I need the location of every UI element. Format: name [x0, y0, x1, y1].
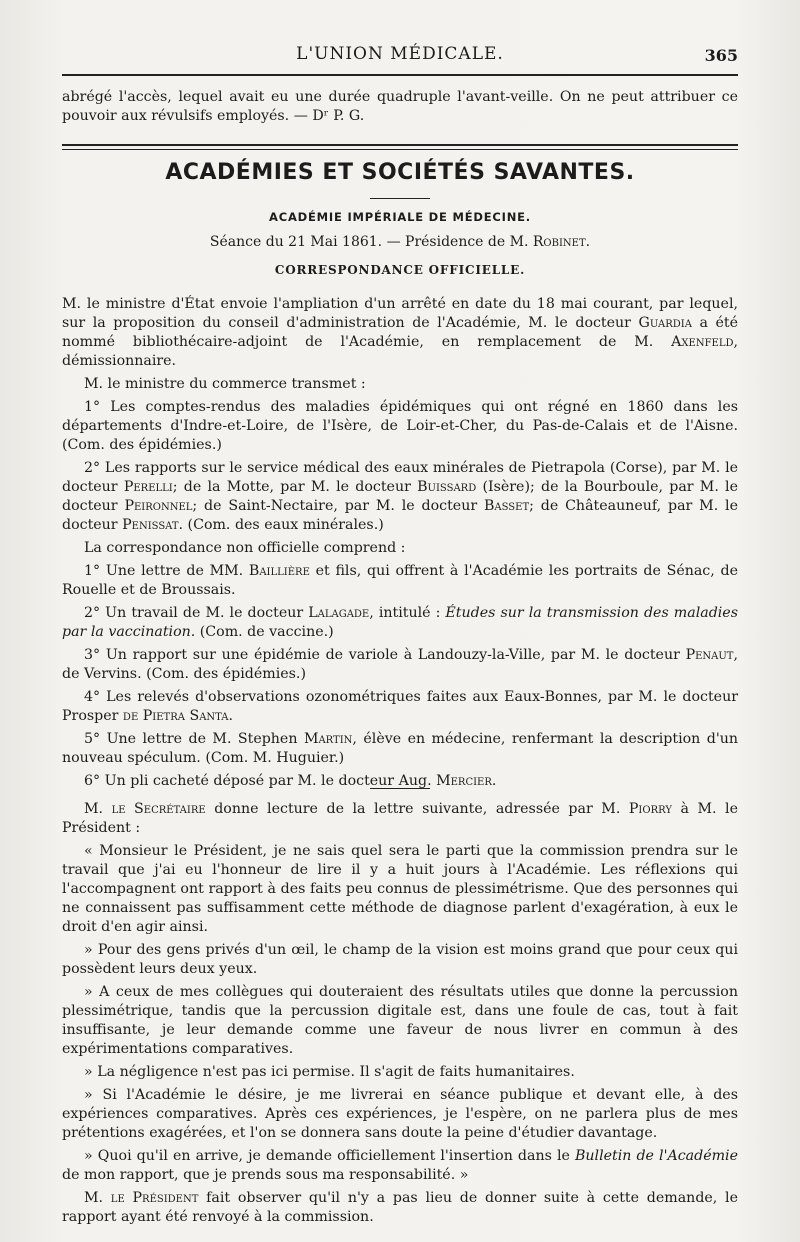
paragraph: » Pour des gens privés d'un œil, le champ de la vision est moins grand que pour ceux qui possèdent leurs deux yeux. [62, 942, 738, 977]
person-name: Perelli [123, 479, 173, 495]
paragraph: M. le ministre du commerce transmet : [84, 376, 366, 392]
text-run: 3° Un rapport sur une épidémie de variole à Landouzy-la-Ville, par M. le docteur [84, 647, 686, 663]
person-name: Martin [303, 731, 353, 747]
paragraph: » Si l'Académie le désire, je me livrerai en séance publique et devant elle, à des expériences comparatives. Après ces expériences, je l'espère, on ne parlera plus de mes prétentions exagérées, et l'on se donnera sans doute la peine d'étudier davantage. [62, 1087, 738, 1141]
person-name: Peironnel [124, 498, 193, 514]
text-run: » Quoi qu'il en arrive, je demande officiellement l'insertion dans le [84, 1148, 575, 1164]
work-title: Bulletin de l'Académie [574, 1148, 738, 1164]
text-run: donne lecture de la lettre suivante, adressée par M. [205, 801, 629, 817]
person-name: Baillière [248, 563, 310, 579]
intro-text: abrégé l'accès, lequel avait eu une durée quadruple l'avant-veille. On ne peut attribuer ce pouvoir aux révulsifs employés. — Dʳ P. G. [62, 89, 738, 124]
text-run: 5° Une lettre de M. Stephen [84, 731, 304, 747]
president-name: Robinet [532, 234, 586, 250]
page-header [62, 44, 738, 70]
text-run: , intitulé : [369, 605, 446, 621]
header-rule [62, 74, 738, 76]
person-name: Penaut [685, 647, 734, 663]
paragraph [62, 459, 738, 535]
paragraph: La correspondance non officielle comprend : [84, 540, 406, 556]
person-name: Piorry [628, 801, 672, 817]
text-run: 1° Une lettre de MM. [84, 563, 249, 579]
text-run: . [228, 708, 234, 724]
text-run: . (Com. des eaux minérales.) [178, 517, 384, 533]
paragraph [62, 1147, 738, 1185]
text-run: a été nommé bibliothécaire-adjoint de l'Académie, en remplacement de M. [62, 315, 738, 350]
paragraph [62, 295, 738, 371]
person-name: Axenfeld [671, 334, 734, 350]
text-run: , élève en médecine, renfermant la description d'un nouveau spéculum. (Com. M. Huguier.) [62, 731, 738, 766]
paragraph [62, 800, 738, 838]
text-run: , de Vervins. (Com. des épidémies.) [62, 647, 738, 682]
text-run: 6° Un pli cacheté déposé par M. le docteur Aug. [84, 773, 437, 789]
text-run: M. le ministre d'État envoie l'ampliation d'un arrêté en date du 18 mai courant, par lequel, sur la proposition du conseil d'administration de l'Académie, M. le docteur [62, 296, 738, 331]
text-run: et fils, qui offrent à l'Académie les portraits de Sénac, de Rouelle et de Broussais. [62, 563, 738, 598]
text-run: 2° Les rapports sur le service médical des eaux minérales de Pietrapola (Corse), par M. le docteur [62, 460, 738, 495]
paragraph [62, 688, 738, 726]
title-divider [370, 198, 430, 199]
session-line [62, 234, 738, 250]
text-run: , démissionnaire. [62, 334, 738, 369]
official-correspondance [62, 295, 738, 795]
section-rule-top [62, 144, 738, 146]
intro-paragraph [62, 88, 738, 130]
text-run: à M. le Président : [62, 801, 738, 836]
letter-divider [370, 788, 430, 789]
text-run: M. [84, 1190, 111, 1206]
person-name: Mercier [436, 773, 492, 789]
person-name: Lalagade [308, 605, 370, 621]
paragraph: « Monsieur le Président, je ne sais quel sera le parti que la commission prendra sur le travail que j'ai eu l'honneur de lire il y a huit jours à l'Académie. Les réflexions qui l'accompagnent ont rapport à des faits peu connus de plessimétrisme. Que des personnes qui ne connaissent pas suffisamment cette méthode de diagnose parlent d'exagération, à eux le droit d'en agir ainsi. [62, 843, 738, 935]
person-name: Guardia [638, 315, 692, 331]
session-prefix: Séance du 21 Mai 1861. — Présidence de M. [209, 234, 533, 250]
text-run: de mon rapport, que je prends sous ma responsabilité. » [62, 1167, 469, 1183]
paragraph: » A ceux de mes collègues qui douteraient des résultats utiles que donne la percussion plessimétrique, tandis que la percussion digitale est, dans une foule de cas, tout à fait insuffisante, je leur demande comme une faveur de nous livrer en commun à des expérimentations comparatives. [62, 984, 738, 1057]
text-run: M. [84, 801, 112, 817]
academy-title: ACADÉMIE IMPÉRIALE DE MÉDECINE. [269, 210, 531, 224]
text-run: (Com. de vaccine.) [195, 624, 334, 640]
role-name: le Président [110, 1190, 199, 1206]
paragraph [62, 730, 738, 768]
person-name: Basset [483, 498, 530, 514]
session-suffix: . [585, 234, 591, 250]
paragraph [62, 562, 738, 600]
person-name: de Pietra Santa [122, 708, 229, 724]
paragraph [62, 604, 738, 642]
correspondance-title: CORRESPONDANCE OFFICIELLE. [274, 263, 526, 277]
text-run: 4° Les relevés d'observations ozonométriques faites aux Eaux-Bonnes, par M. le docteur Prosper [62, 689, 738, 724]
person-name: Penissat [122, 517, 179, 533]
letter-section [62, 800, 738, 1231]
paragraph: 1° Les comptes-rendus des maladies épidémiques qui ont régné en 1860 dans les départements d'Indre-et-Loire, de l'Isère, de Loir-et-Cher, du Pas-de-Calais et de l'Aisne. (Com. des épidémies.) [62, 399, 738, 453]
running-head: L'UNION MÉDICALE. [296, 44, 504, 64]
text-run: fait observer qu'il n'y a pas lieu de donner suite à cette demande, le rapport ayant été renvoyé à la commission. [62, 1190, 738, 1225]
text-run: 2° Un travail de M. le docteur [84, 605, 309, 621]
text-run: . [491, 773, 497, 789]
text-run: ; de la Motte, par M. le docteur [172, 479, 418, 495]
paragraph: » La négligence n'est pas ici permise. Il s'agit de faits humanitaires. [84, 1064, 575, 1080]
paragraph [62, 1189, 738, 1227]
paragraph [62, 646, 738, 684]
text-run: ; de Saint-Nectaire, par M. le docteur [192, 498, 484, 514]
text-run: ; de Châteauneuf, par M. le docteur [62, 498, 738, 533]
role-name: le Secrétaire [111, 801, 206, 817]
section-title: ACADÉMIES ET SOCIÉTÉS SAVANTES. [165, 160, 635, 185]
text-run: (Isère); de la Bourboule, par M. le docteur [62, 479, 738, 514]
page-number: 365 [704, 46, 738, 65]
person-name: Buissard [417, 479, 477, 495]
section-rule-bottom [62, 149, 738, 150]
work-title: Études sur la transmission des maladies par la vaccination. [62, 605, 738, 640]
